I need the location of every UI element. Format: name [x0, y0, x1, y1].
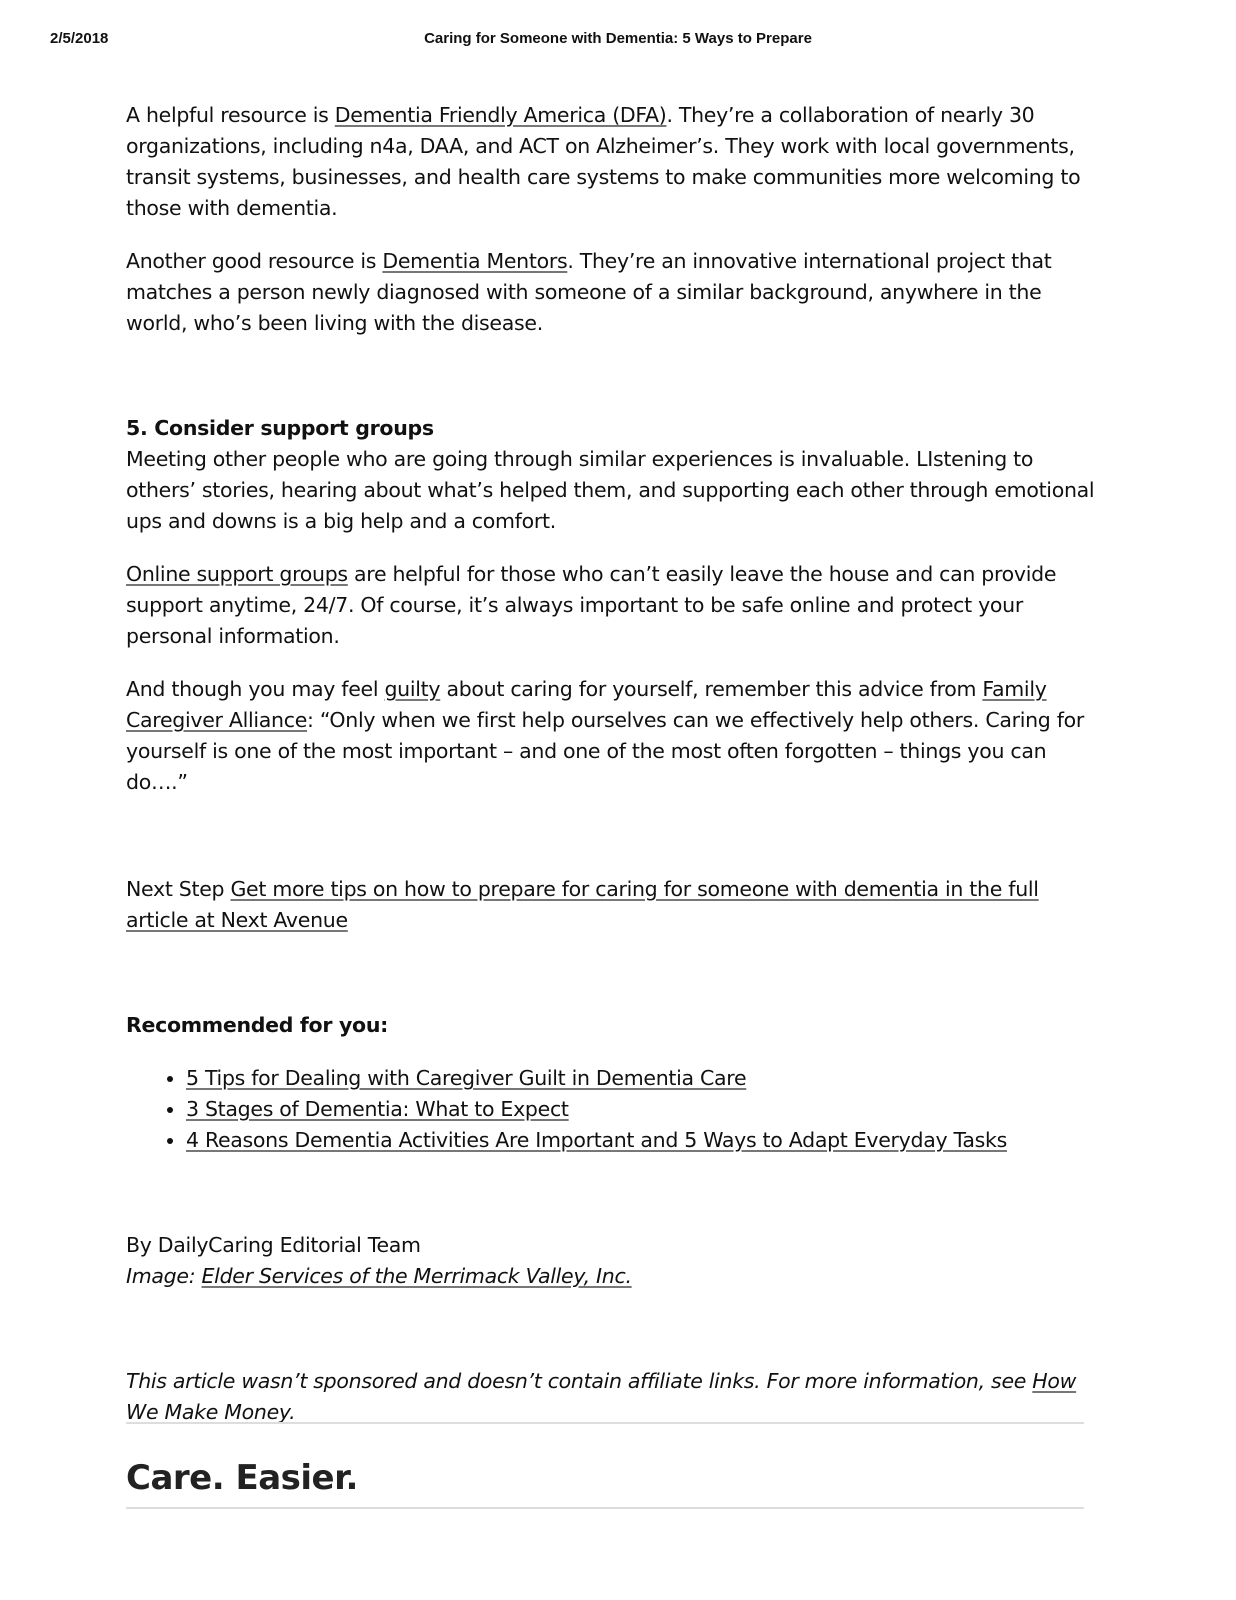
list-item — [186, 1094, 1096, 1125]
divider-top — [126, 1422, 1084, 1424]
disclaimer-text: This article wasn’t sponsored and doesn’t contain affiliate links. For more information, see — [126, 1369, 1033, 1393]
how-we-make-money-link[interactable]: How We Make Money — [126, 1369, 1077, 1424]
print-page-title: Caring for Someone with Dementia: 5 Ways to Prepare — [424, 30, 812, 47]
online-support-groups-link[interactable]: Online support groups — [126, 562, 348, 586]
guilty-link[interactable]: guilty — [384, 677, 441, 701]
paragraph-mentors — [126, 246, 1096, 339]
paragraph-guilty — [126, 674, 1096, 798]
paragraph-online — [126, 559, 1096, 652]
dementia-mentors-link[interactable]: Dementia Mentors — [382, 249, 568, 273]
next-avenue-link[interactable]: Get more tips on how to prepare for caring for someone with dementia in the full article at Next Avenue — [126, 877, 1039, 932]
print-header — [0, 30, 1236, 54]
recommended-list — [126, 1063, 1096, 1156]
paragraph-text: . They’re an innovative international project that matches a person newly diagnosed with someone of a similar background, anywhere in the world, who’s been living with the disease. — [126, 249, 1052, 335]
section-body: Meeting other people who are going through similar experiences is invaluable. LIstening to others’ stories, hearing about what’s helped them, and supporting each other through emotional ups and downs is a big help and a comfort. — [126, 447, 1095, 533]
paragraph-text: A helpful resource is — [126, 103, 335, 127]
next-step-label: Next Step — [126, 877, 231, 901]
disclaimer-end: . — [289, 1400, 296, 1424]
image-credit-link[interactable]: Elder Services of the Merrimack Valley, Inc. — [201, 1264, 632, 1288]
print-date: 2/5/2018 — [50, 30, 109, 47]
list-item — [186, 1125, 1096, 1156]
image-credit-label: Image: — [126, 1264, 202, 1288]
recommended-heading: Recommended for you: — [126, 1013, 389, 1037]
next-step — [126, 874, 1096, 936]
list-item — [186, 1063, 1096, 1094]
divider-bottom — [126, 1507, 1084, 1509]
paragraph-dfa — [126, 100, 1096, 224]
image-credit — [126, 1261, 1096, 1292]
recommended-link-2[interactable]: 3 Stages of Dementia: What to Expect — [186, 1097, 569, 1121]
family-caregiver-alliance-link[interactable]: Family Caregiver Alliance — [126, 677, 1047, 732]
paragraph-text: Another good resource is — [126, 249, 383, 273]
paragraph-text: . They’re a collaboration of nearly 30 organizations, including n4a, DAA, and ACT on Alzheimer’s. They work with local governments, transit systems, businesses, and health care systems to make communities more welcoming to those with dementia. — [126, 103, 1081, 220]
dfa-link[interactable]: Dementia Friendly America (DFA) — [334, 103, 667, 127]
paragraph-text: are helpful for those who can’t easily leave the house and can provide support anytime, 24/7. Of course, it’s always important to be safe online and protect your personal information. — [126, 562, 1057, 648]
section-heading: 5. Consider support groups — [126, 416, 434, 440]
footer-tagline: Care. Easier. — [126, 1458, 358, 1498]
paragraph-text: : “Only when we first help ourselves can we effectively help others. Caring for yourself is one of the most important – and one of the most often forgotten – things you can do….” — [126, 708, 1085, 794]
article-content — [126, 100, 1096, 1428]
byline: By DailyCaring Editorial Team — [126, 1233, 421, 1257]
disclaimer — [126, 1366, 1096, 1428]
recommended-link-3[interactable]: 4 Reasons Dementia Activities Are Important and 5 Ways to Adapt Everyday Tasks — [186, 1128, 1007, 1152]
paragraph-text: And though you may feel — [126, 677, 385, 701]
recommended-link-1[interactable]: 5 Tips for Dealing with Caregiver Guilt in Dementia Care — [186, 1066, 747, 1090]
paragraph-text: about caring for yourself, remember this advice from — [440, 677, 983, 701]
